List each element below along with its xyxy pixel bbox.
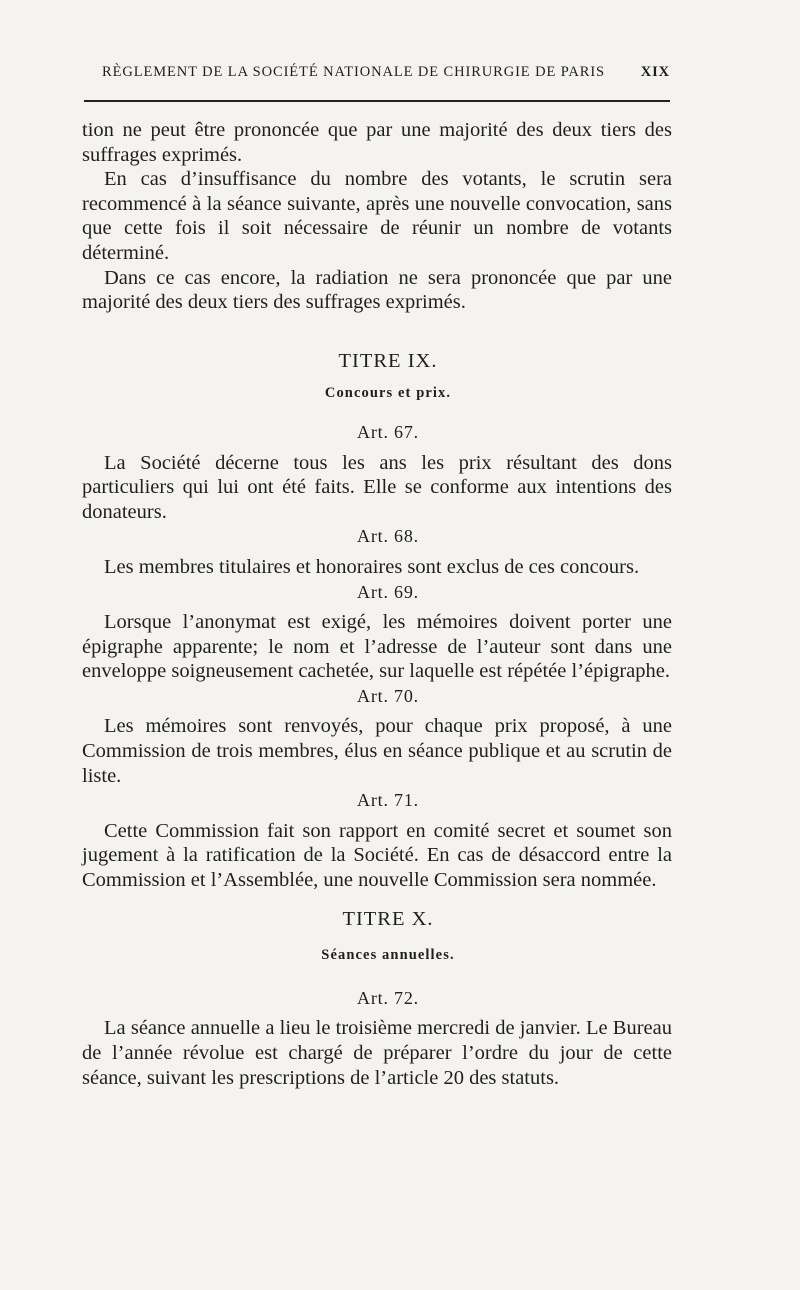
article-67-text: La Société décerne tous les ans les prix résultant des dons particuliers qui lui ont été faits. Elle se conforme aux intentions des donateurs. — [82, 451, 672, 523]
titre-x-heading: TITRE X. — [342, 907, 434, 930]
running-header — [84, 62, 670, 84]
article-67-heading: Art. 67. — [357, 421, 419, 442]
header-rule — [84, 100, 670, 102]
paragraph: En cas d’insuffisance du nombre des votants, le scrutin sera recommencé à la séance suivante, après une nouvelle convocation, sans que cette fois il soit nécessaire de réunir un nombre de votants déterminé. — [82, 168, 672, 264]
article-72-heading: Art. 72. — [357, 987, 419, 1008]
running-title: RÈGLEMENT DE LA SOCIÉTÉ NATIONALE DE CHIRURGIE DE PARIS — [102, 64, 606, 80]
titre-ix-subtitle: Concours et prix. — [324, 385, 452, 402]
paragraph-continued: tion ne peut être prononcée que par une majorité des deux tiers des suffrages exprimés. — [82, 119, 672, 166]
article-71-heading: Art. 71. — [357, 790, 419, 811]
article-70-text: Les mémoires sont renvoyés, pour chaque prix proposé, à une Commission de trois membres, élus en séance publique et au scrutin de liste. — [82, 715, 672, 787]
article-70-heading: Art. 70. — [357, 685, 419, 706]
titre-x-subtitle: Séances annuelles. — [321, 947, 455, 964]
page-body — [82, 118, 672, 1090]
article-71-text: Cette Commission fait son rapport en comité secret et soumet son jugement à la ratification de la Société. En cas de désaccord entre la Commission et l’Assemblée, une nouvelle Commission sera nommée. — [82, 819, 672, 892]
page-number: XIX — [640, 64, 670, 80]
article-69-text: Lorsque l’anonymat est exigé, les mémoires doivent porter une épigraphe apparente; le nom et l’adresse de l’auteur sont dans une enveloppe soigneusement cachetée, sur laquelle est répétée l’épigraphe. — [82, 611, 672, 683]
titre-ix-heading: TITRE IX. — [338, 349, 438, 372]
article-68-heading: Art. 68. — [357, 526, 419, 547]
article-72-text: La séance annuelle a lieu le troisième mercredi de janvier. Le Bureau de l’année révolue est chargé de préparer l’ordre du jour de cette séance, suivant les prescriptions de l’article 20 des statuts. — [82, 1017, 672, 1089]
article-68-text: Les membres titulaires et honoraires sont exclus de ces concours. — [104, 555, 640, 578]
article-69-heading: Art. 69. — [357, 581, 419, 602]
paragraph: Dans ce cas encore, la radiation ne sera prononcée que par une majorité des deux tiers des suffrages exprimés. — [82, 266, 672, 314]
